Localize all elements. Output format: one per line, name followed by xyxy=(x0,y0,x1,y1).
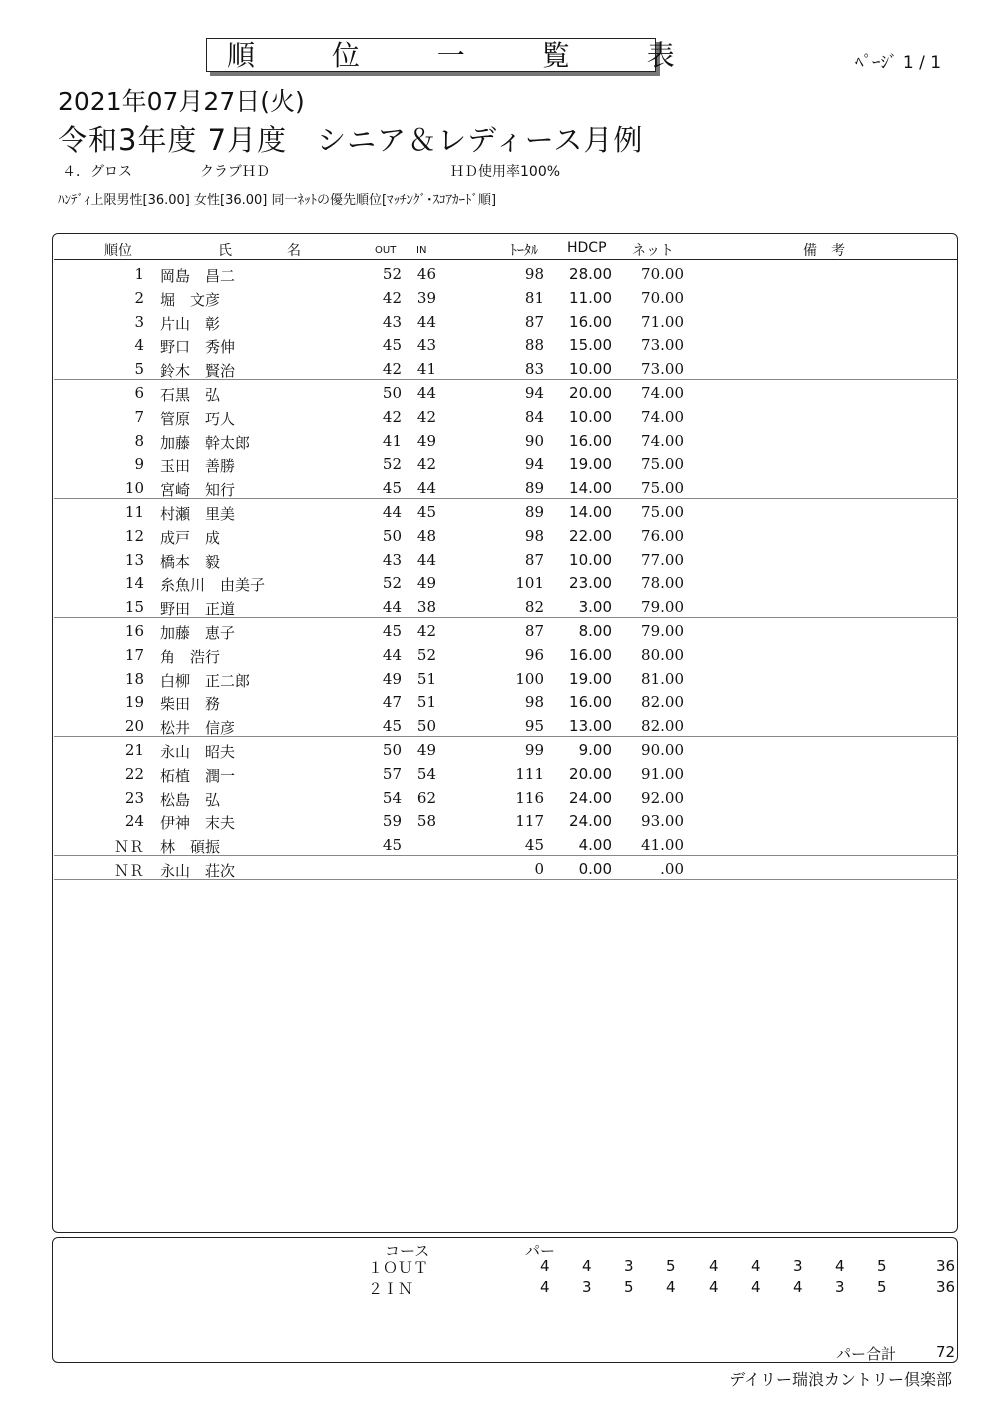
hole-par: 4 xyxy=(793,1278,803,1296)
page-number: ﾍﾟｰｼﾞ 1 / 1 xyxy=(855,53,942,73)
course-line-total: 36 xyxy=(936,1257,956,1275)
cell-net: 81.00 xyxy=(641,669,684,688)
cell-rank: 18 xyxy=(124,669,144,688)
cell-rank: 14 xyxy=(124,574,144,593)
hole-par: 5 xyxy=(624,1278,634,1296)
cell-net: 41.00 xyxy=(641,836,684,855)
table-row xyxy=(54,690,958,714)
cell-total: 101 xyxy=(515,574,544,593)
cell-rank: 11 xyxy=(124,503,144,521)
cell-in: 49 xyxy=(416,574,436,593)
cell-out: 42 xyxy=(382,407,402,426)
cell-out: 54 xyxy=(382,788,402,807)
cell-net: 79.00 xyxy=(641,598,684,617)
table-row xyxy=(54,405,958,429)
par-total-label: パー合計 xyxy=(836,1345,897,1363)
cell-net: 70.00 xyxy=(641,288,684,307)
cell-out: 44 xyxy=(382,645,402,664)
cell-name: 白柳 正二郎 xyxy=(160,671,251,690)
cell-in: 38 xyxy=(416,598,436,617)
table-row xyxy=(54,738,958,762)
cell-rank: 4 xyxy=(134,336,144,355)
cell-hdcp: 10.00 xyxy=(569,407,612,426)
cell-out: 44 xyxy=(382,598,402,617)
cell-in: 46 xyxy=(416,265,436,283)
cell-name: 橋本 毅 xyxy=(160,552,221,571)
hole-par: 4 xyxy=(540,1278,550,1296)
course-line-name: ２ＩＮ xyxy=(368,1280,414,1298)
header-in: IN xyxy=(416,245,427,256)
cell-in: 41 xyxy=(416,360,436,379)
cell-total: 94 xyxy=(524,384,544,402)
cell-out: 45 xyxy=(382,717,402,736)
cell-out: 45 xyxy=(382,336,402,355)
cell-in: 49 xyxy=(416,431,436,450)
cell-rank: 2 xyxy=(134,288,144,307)
cell-hdcp: 4.00 xyxy=(578,836,612,855)
table-row xyxy=(54,548,958,572)
cell-rank: 21 xyxy=(124,741,144,759)
cell-net: 70.00 xyxy=(641,265,684,283)
table-row xyxy=(54,786,958,810)
cell-net: 74.00 xyxy=(641,407,684,426)
hole-par: 5 xyxy=(877,1257,887,1275)
cell-in: 49 xyxy=(416,741,436,759)
cell-rank: 23 xyxy=(124,788,144,807)
cell-total: 45 xyxy=(524,836,544,855)
cell-out: 45 xyxy=(382,479,402,498)
cell-rank: 22 xyxy=(124,764,144,783)
cell-total: 82 xyxy=(524,598,544,617)
cell-out: 50 xyxy=(382,526,402,545)
cell-total: 95 xyxy=(524,717,544,736)
table-row xyxy=(54,333,958,357)
cell-total: 90 xyxy=(524,431,544,450)
cell-name: 成戸 成 xyxy=(160,528,221,547)
hole-par: 5 xyxy=(877,1278,887,1296)
cell-out: 45 xyxy=(382,836,402,855)
cell-name: 石黒 弘 xyxy=(160,386,221,404)
cell-rank: 13 xyxy=(124,550,144,569)
cell-hdcp: 20.00 xyxy=(569,384,612,402)
table-row xyxy=(54,310,958,334)
row-group-divider xyxy=(54,855,958,856)
header-divider xyxy=(54,259,958,260)
cell-net: 82.00 xyxy=(641,717,684,736)
hole-par: 4 xyxy=(709,1257,719,1275)
cell-rank: 3 xyxy=(134,312,144,331)
cell-in: 54 xyxy=(416,764,436,783)
cell-hdcp: 20.00 xyxy=(569,764,612,783)
cell-name: 鈴木 賢治 xyxy=(160,362,236,381)
cell-hdcp: 14.00 xyxy=(569,479,612,498)
cell-out: 59 xyxy=(382,812,402,831)
cell-in: 39 xyxy=(416,288,436,307)
cell-rank: 5 xyxy=(134,360,144,379)
cell-net: 91.00 xyxy=(641,764,684,783)
cell-in: 44 xyxy=(416,479,436,498)
row-group-divider xyxy=(54,617,958,618)
cell-total: 111 xyxy=(515,764,544,783)
hole-par: 3 xyxy=(835,1278,845,1296)
cell-hdcp: 24.00 xyxy=(569,812,612,831)
cell-total: 98 xyxy=(524,693,544,712)
cell-in: 42 xyxy=(416,455,436,474)
cell-net: 90.00 xyxy=(641,741,684,759)
cell-net: 71.00 xyxy=(641,312,684,331)
table-row xyxy=(54,809,958,833)
cell-hdcp: 28.00 xyxy=(569,265,612,283)
cell-rank: 10 xyxy=(124,479,144,498)
hole-par: 4 xyxy=(666,1278,676,1296)
table-row xyxy=(54,643,958,667)
row-group-divider xyxy=(54,498,958,499)
header-total: ﾄｰﾀﾙ xyxy=(510,243,538,259)
cell-rank: 16 xyxy=(124,622,144,640)
cell-total: 98 xyxy=(524,265,544,283)
hole-par: 4 xyxy=(582,1257,592,1275)
club-hd-label: クラブＨＤ xyxy=(200,164,270,180)
table-row xyxy=(54,429,958,453)
course-par-table xyxy=(52,1237,958,1363)
cell-hdcp: 19.00 xyxy=(569,455,612,474)
cell-rank: 17 xyxy=(124,645,144,664)
table-row xyxy=(54,833,958,857)
cell-rank: 20 xyxy=(124,717,144,736)
table-row xyxy=(54,762,958,786)
header-hdcp: HDCP xyxy=(567,240,607,256)
header-out: OUT xyxy=(375,245,397,256)
cell-in: 45 xyxy=(416,503,436,521)
cell-rank: 6 xyxy=(134,384,144,402)
par-label: パー xyxy=(525,1242,556,1260)
course-label: コース xyxy=(385,1242,430,1260)
cell-in: 42 xyxy=(416,407,436,426)
cell-total: 117 xyxy=(515,812,544,831)
cell-name: 柘植 潤一 xyxy=(160,766,236,785)
cell-hdcp: 23.00 xyxy=(569,574,612,593)
cell-in: 42 xyxy=(416,622,436,640)
cell-net: 75.00 xyxy=(641,455,684,474)
cell-name: 加藤 幹太郎 xyxy=(160,433,251,452)
cell-hdcp: 24.00 xyxy=(569,788,612,807)
cell-total: 100 xyxy=(515,669,544,688)
cell-name: 林 碩振 xyxy=(160,838,221,857)
cell-out: 49 xyxy=(382,669,402,688)
cell-rank: 24 xyxy=(124,812,144,831)
cell-total: 87 xyxy=(524,622,544,640)
cell-rank: 15 xyxy=(124,598,144,617)
cell-out: 57 xyxy=(382,764,402,783)
cell-name: 角 浩行 xyxy=(160,647,221,666)
cell-hdcp: 11.00 xyxy=(569,288,612,307)
cell-rank: ＮＲ xyxy=(113,862,144,880)
cell-name: 糸魚川 由美子 xyxy=(160,576,266,595)
row-group-divider xyxy=(54,879,958,880)
table-row xyxy=(54,714,958,738)
cell-hdcp: 9.00 xyxy=(578,741,612,759)
cell-in: 51 xyxy=(416,669,436,688)
event-date: 2021年07月27日(火) xyxy=(58,87,305,116)
cell-out: 52 xyxy=(382,455,402,474)
cell-rank: 1 xyxy=(134,265,144,283)
cell-total: 96 xyxy=(524,645,544,664)
cell-hdcp: 22.00 xyxy=(569,526,612,545)
cell-name: 松井 信彦 xyxy=(160,719,236,738)
cell-net: 76.00 xyxy=(641,526,684,545)
cell-rank: 8 xyxy=(134,431,144,450)
table-row xyxy=(54,857,958,881)
hole-par: 4 xyxy=(751,1257,761,1275)
cell-net: 93.00 xyxy=(641,812,684,831)
cell-name: 玉田 善勝 xyxy=(160,457,236,476)
cell-name: 加藤 恵子 xyxy=(160,624,236,642)
hole-par: 3 xyxy=(582,1278,592,1296)
header-name-1: 氏 xyxy=(218,243,232,259)
cell-hdcp: 16.00 xyxy=(569,312,612,331)
table-row xyxy=(54,500,958,524)
cell-total: 88 xyxy=(524,336,544,355)
cell-hdcp: 10.00 xyxy=(569,360,612,379)
table-row xyxy=(54,286,958,310)
cell-total: 98 xyxy=(524,526,544,545)
cell-rank: ＮＲ xyxy=(113,838,144,857)
cell-net: 75.00 xyxy=(641,479,684,498)
cell-in: 44 xyxy=(416,550,436,569)
table-row xyxy=(54,667,958,691)
cell-total: 99 xyxy=(524,741,544,759)
hole-par: 4 xyxy=(835,1257,845,1275)
cell-name: 松島 弘 xyxy=(160,790,221,809)
table-row xyxy=(54,262,958,286)
cell-name: 村瀬 里美 xyxy=(160,505,236,523)
cell-hdcp: 16.00 xyxy=(569,693,612,712)
cell-name: 岡島 昌二 xyxy=(160,267,236,285)
row-group-divider xyxy=(54,736,958,737)
club-name: デイリー瑞浪カントリー倶楽部 xyxy=(729,1370,952,1389)
cell-out: 47 xyxy=(382,693,402,712)
table-row xyxy=(54,619,958,643)
handicap-limit-note: ﾊﾝﾃﾞｨ上限男性[36.00] 女性[36.00] 同一ﾈｯﾄの優先順位[ﾏｯﾁﾝｸﾞ･ｽｺｱｶｰﾄﾞ順] xyxy=(58,193,497,208)
table-row xyxy=(54,357,958,381)
cell-in: 52 xyxy=(416,645,436,664)
cell-out: 52 xyxy=(382,574,402,593)
cell-in: 58 xyxy=(416,812,436,831)
cell-total: 81 xyxy=(524,288,544,307)
course-line-total: 36 xyxy=(936,1278,956,1296)
header-rank: 順位 xyxy=(104,243,132,259)
cell-net: .00 xyxy=(660,860,684,878)
cell-net: 78.00 xyxy=(641,574,684,593)
cell-net: 82.00 xyxy=(641,693,684,712)
cell-net: 77.00 xyxy=(641,550,684,569)
hole-par: 3 xyxy=(624,1257,634,1275)
cell-out: 43 xyxy=(382,312,402,331)
cell-name: 管原 巧人 xyxy=(160,409,236,428)
cell-total: 116 xyxy=(515,788,544,807)
cell-name: 柴田 務 xyxy=(160,695,221,714)
header-remarks: 備 考 xyxy=(803,243,845,259)
cell-hdcp: 16.00 xyxy=(569,431,612,450)
cell-rank: 9 xyxy=(134,455,144,474)
cell-total: 89 xyxy=(524,503,544,521)
page-title: 順 位 一 覧 表 xyxy=(206,38,656,72)
cell-net: 80.00 xyxy=(641,645,684,664)
cell-name: 伊神 末夫 xyxy=(160,814,236,833)
cell-total: 84 xyxy=(524,407,544,426)
table-row xyxy=(54,571,958,595)
table-row xyxy=(54,452,958,476)
hole-par: 3 xyxy=(793,1257,803,1275)
cell-name: 堀 文彦 xyxy=(160,290,221,309)
table-row xyxy=(54,476,958,500)
cell-out: 42 xyxy=(382,288,402,307)
cell-net: 74.00 xyxy=(641,431,684,450)
cell-net: 74.00 xyxy=(641,384,684,402)
cell-name: 野田 正道 xyxy=(160,600,236,619)
cell-in: 62 xyxy=(416,788,436,807)
event-name: 令和3年度 7月度 シニア＆レディース月例 xyxy=(58,123,644,157)
cell-in: 51 xyxy=(416,693,436,712)
cell-in: 44 xyxy=(416,384,436,402)
hd-rate: ＨＤ使用率100% xyxy=(450,164,561,180)
cell-net: 75.00 xyxy=(641,503,684,521)
cell-in: 50 xyxy=(416,717,436,736)
cell-net: 73.00 xyxy=(641,360,684,379)
cell-total: 87 xyxy=(524,550,544,569)
cell-out: 50 xyxy=(382,384,402,402)
cell-name: 野口 秀伸 xyxy=(160,338,236,357)
cell-name: 片山 彰 xyxy=(160,314,221,333)
cell-rank: 12 xyxy=(124,526,144,545)
cell-out: 44 xyxy=(382,503,402,521)
cell-hdcp: 0.00 xyxy=(578,860,612,878)
score-format: ４．グロス xyxy=(62,164,132,180)
cell-in: 48 xyxy=(416,526,436,545)
cell-out: 50 xyxy=(382,741,402,759)
cell-net: 92.00 xyxy=(641,788,684,807)
table-row xyxy=(54,595,958,619)
cell-hdcp: 3.00 xyxy=(578,598,612,617)
cell-hdcp: 14.00 xyxy=(569,503,612,521)
par-total-value: 72 xyxy=(936,1343,956,1361)
cell-in: 43 xyxy=(416,336,436,355)
hole-par: 4 xyxy=(540,1257,550,1275)
cell-hdcp: 19.00 xyxy=(569,669,612,688)
row-group-divider xyxy=(54,379,958,380)
cell-hdcp: 16.00 xyxy=(569,645,612,664)
cell-in: 44 xyxy=(416,312,436,331)
cell-hdcp: 15.00 xyxy=(569,336,612,355)
cell-hdcp: 8.00 xyxy=(578,622,612,640)
cell-total: 83 xyxy=(524,360,544,379)
cell-total: 0 xyxy=(534,860,544,878)
cell-name: 宮崎 知行 xyxy=(160,481,236,500)
header-net: ネット xyxy=(632,243,674,259)
cell-net: 79.00 xyxy=(641,622,684,640)
table-row xyxy=(54,524,958,548)
cell-out: 41 xyxy=(382,431,402,450)
cell-net: 73.00 xyxy=(641,336,684,355)
course-line-name: １ＯＵＴ xyxy=(368,1259,429,1277)
cell-rank: 7 xyxy=(134,407,144,426)
header-name-2: 名 xyxy=(287,243,301,259)
table-row xyxy=(54,381,958,405)
cell-hdcp: 10.00 xyxy=(569,550,612,569)
cell-total: 89 xyxy=(524,479,544,498)
cell-total: 87 xyxy=(524,312,544,331)
hole-par: 4 xyxy=(709,1278,719,1296)
cell-hdcp: 13.00 xyxy=(569,717,612,736)
cell-out: 45 xyxy=(382,622,402,640)
hole-par: 4 xyxy=(751,1278,761,1296)
hole-par: 5 xyxy=(666,1257,676,1275)
cell-total: 94 xyxy=(524,455,544,474)
cell-name: 永山 昭夫 xyxy=(160,743,236,761)
cell-out: 52 xyxy=(382,265,402,283)
cell-name: 永山 荘次 xyxy=(160,862,236,880)
cell-out: 43 xyxy=(382,550,402,569)
cell-out: 42 xyxy=(382,360,402,379)
cell-rank: 19 xyxy=(124,693,144,712)
